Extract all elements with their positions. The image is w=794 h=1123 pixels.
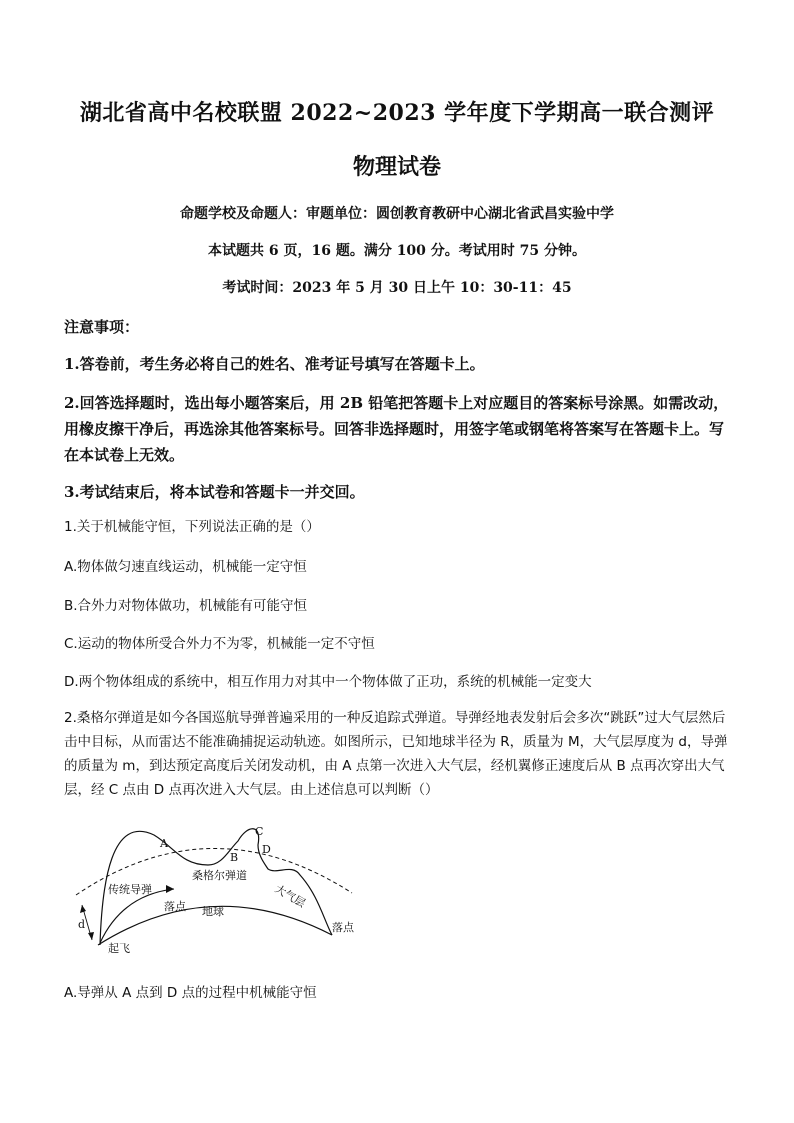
label-sanger: 桑格尔弹道 — [192, 869, 247, 882]
label-point-a: A — [160, 837, 168, 850]
notice-heading: 注意事项： — [64, 318, 140, 336]
question-1-option-a: A.物体做匀速直线运动，机械能一定守恒 — [64, 559, 307, 575]
question-2-option-a: A.导弹从 A 点到 D 点的过程中机械能守恒 — [64, 985, 317, 1001]
label-point-c: C — [255, 825, 264, 838]
question-1-option-d: D.两个物体组成的系统中，相互作用力对其中一个物体做了正功，系统的机械能一定变大 — [64, 674, 592, 690]
label-thickness-d: d — [78, 918, 86, 931]
question-1-option-c: C.运动的物体所受合外力不为零，机械能一定不守恒 — [64, 636, 375, 652]
question-1-option-b: B.合外力对物体做功，机械能有可能守恒 — [64, 598, 308, 614]
label-point-d: D — [262, 843, 271, 856]
exam-subject: 物理试卷 — [352, 154, 441, 180]
exam-title: 湖北省高中名校联盟 2022~2023 学年度下学期高一联合测评 — [79, 100, 715, 126]
notice-item-3: 3.考试结束后，将本试卷和答题卡一并交回。 — [64, 483, 365, 501]
notice-item-2: 2.回答选择题时，选出每小题答案后，用 2B 铅笔把答题卡上对应题目的答案标号涂黑。如需改动，用橡皮擦干净后，再选涂其他答案标号。回答非选择题时，用签字笔或钢笔将答案写在答题卡上。写在本试卷上无效。 — [64, 394, 729, 464]
traditional-trajectory-path — [100, 889, 174, 943]
exam-scope: 本试题共 6 页，16 题。满分 100 分。考试用时 75 分钟。 — [207, 243, 587, 259]
label-atmosphere: 大气层 — [272, 882, 308, 911]
sanger-trajectory-figure — [62, 795, 362, 955]
label-launch: 起飞 — [108, 942, 130, 955]
label-earth: 地球 — [202, 905, 224, 918]
exam-time: 考试时间：2023 年 5 月 30 日上午 10：30-11：45 — [222, 280, 572, 296]
notice-item-1: 1.答卷前，考生务必将自己的姓名、准考证号填写在答题卡上。 — [64, 355, 485, 373]
label-impact-1: 落点 — [164, 900, 186, 913]
label-point-b: B — [230, 851, 239, 864]
thickness-arrow-bottom — [88, 932, 94, 940]
question-1-stem: 1.关于机械能守恒，下列说法正确的是（） — [64, 519, 320, 535]
label-impact-2: 落点 — [332, 921, 354, 934]
question-2-stem: 2.桑格尔弹道是如今各国巡航导弹普遍采用的一种反追踪式弹道。导弹经地表发射后会多次“跳跃”过大气层然后击中目标，从而雷达不能准确捕捉运动轨迹。如图所示，已知地球半径为 R，质量为 M，大气层厚度为 d，导弹的质量为 m，到达预定高度后关闭发动机，由 A 点第一次进入大气层，经机翼修正速度后从 B 点再次穿出大气层，经 C 点由 D 点再次进入大气层。由上述信息可以判断（） — [64, 710, 728, 798]
thickness-arrow-top — [80, 905, 86, 913]
label-traditional: 传统导弹 — [108, 883, 152, 896]
trajectory-arrow — [166, 885, 174, 893]
exam-authors: 命题学校及命题人：审题单位：圆创教育教研中心湖北省武昌实验中学 — [180, 206, 614, 222]
